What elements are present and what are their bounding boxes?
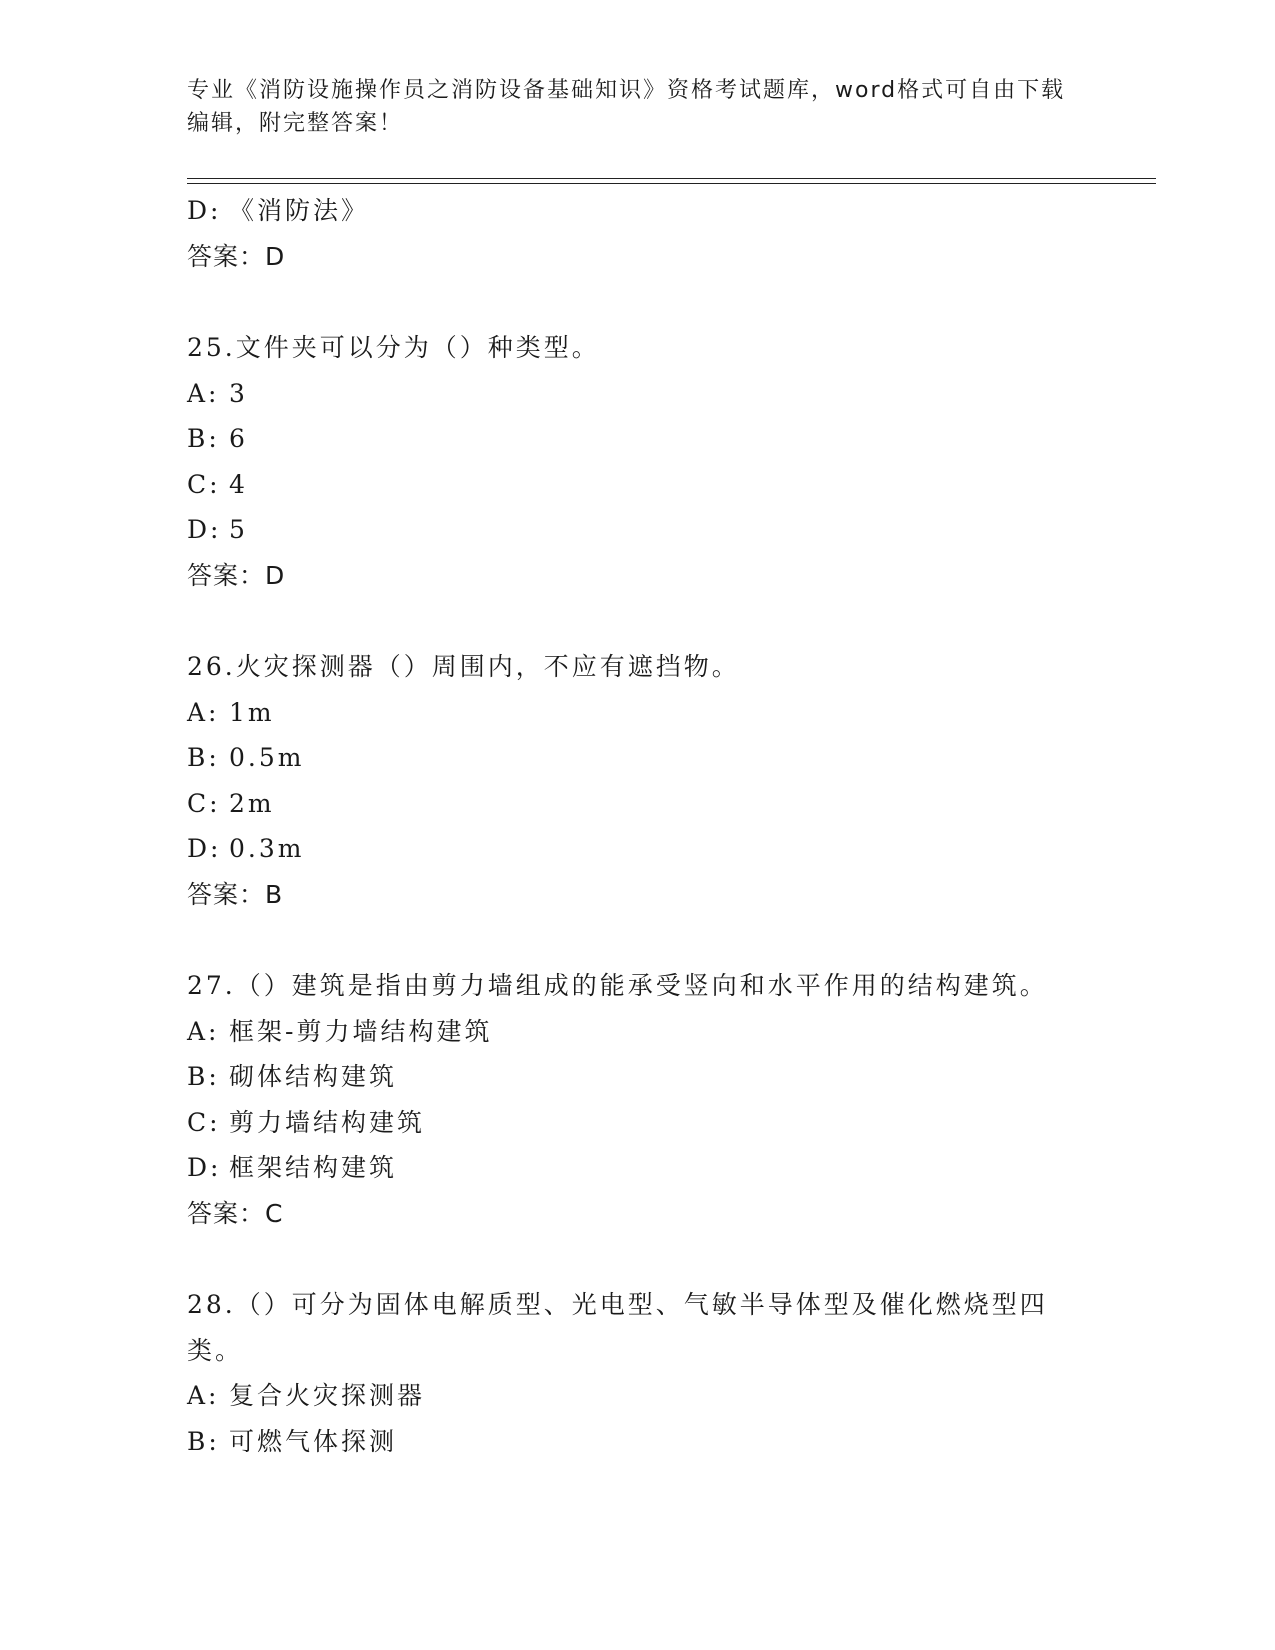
option-text: 4 [229, 469, 248, 499]
question-stem: 27.（）建筑是指由剪力墙组成的能承受竖向和水平作用的结构建筑。 [187, 971, 1048, 1000]
option-key: C: [187, 469, 221, 499]
option-a [187, 1009, 1087, 1055]
option-text: 3 [229, 378, 248, 408]
spacer [187, 598, 1087, 644]
header-divider-top [187, 178, 1156, 179]
option-d [187, 826, 1087, 872]
option-key: D: [187, 196, 222, 225]
option-key: C: [187, 788, 221, 818]
question-stem-line-1: 28.（）可分为固体电解质型、光电型、气敏半导体型及催化燃烧型四 [187, 1290, 1048, 1319]
option-text: 6 [229, 424, 248, 453]
option-b [187, 416, 1087, 462]
answer-label: 答案： [187, 879, 266, 909]
answer-line [187, 234, 1087, 280]
option-text: 1m [229, 697, 275, 727]
option-c [187, 1100, 1087, 1146]
answer-value: D [265, 560, 286, 590]
option-b [187, 1419, 1087, 1465]
option-text: 《消防法》 [229, 196, 370, 225]
spacer [187, 1236, 1087, 1282]
answer-value: C [265, 1198, 284, 1228]
answer-label: 答案： [187, 1198, 266, 1228]
answer-value: B [265, 879, 284, 909]
document-header: 专业《消防设施操作员之消防设备基础知识》资格考试题库，word格式可自由下载编辑，附完整答案！ [187, 78, 1066, 136]
option-d [187, 188, 1087, 234]
option-key: B: [187, 424, 220, 453]
option-key: D: [187, 834, 222, 863]
option-b [187, 1054, 1087, 1100]
option-text: 剪力墙结构建筑 [229, 1107, 426, 1137]
option-text: 框架-剪力墙结构建筑 [229, 1016, 493, 1046]
option-text: 复合火灾探测器 [229, 1381, 426, 1410]
option-key: B: [187, 1062, 220, 1091]
option-d [187, 507, 1087, 553]
option-key: B: [187, 743, 220, 772]
answer-line [187, 1191, 1087, 1237]
option-key: A: [187, 697, 220, 727]
option-a [187, 1373, 1087, 1419]
option-a [187, 371, 1087, 417]
option-b [187, 735, 1087, 781]
answer-value: D [265, 241, 286, 271]
option-key: A: [187, 1381, 220, 1410]
option-key: A: [187, 378, 220, 408]
option-c [187, 781, 1087, 827]
option-text: 5 [229, 515, 248, 544]
spacer [187, 917, 1087, 963]
option-text: 砌体结构建筑 [229, 1062, 398, 1091]
answer-label: 答案： [187, 241, 266, 271]
question-stem: 26.火灾探测器（）周围内，不应有遮挡物。 [187, 652, 740, 681]
option-key: A: [187, 1016, 220, 1046]
answer-line [187, 553, 1087, 599]
header-divider-bottom [187, 183, 1156, 184]
option-text: 0.5m [229, 743, 305, 772]
option-key: C: [187, 1107, 221, 1137]
option-key: B: [187, 1426, 220, 1456]
answer-line [187, 872, 1087, 918]
option-key: D: [187, 515, 222, 544]
option-a [187, 690, 1087, 736]
spacer [187, 279, 1087, 325]
question-stem-line-2: 类。 [187, 1335, 244, 1365]
question-stem: 25.文件夹可以分为（）种类型。 [187, 333, 600, 362]
option-d [187, 1145, 1087, 1191]
answer-label: 答案： [187, 560, 266, 590]
option-text: 0.3m [229, 834, 305, 863]
option-text: 框架结构建筑 [229, 1153, 398, 1182]
question-list [187, 188, 1087, 1464]
option-text: 2m [229, 788, 275, 818]
option-c [187, 462, 1087, 508]
option-text: 可燃气体探测 [229, 1426, 398, 1456]
option-key: D: [187, 1153, 222, 1182]
